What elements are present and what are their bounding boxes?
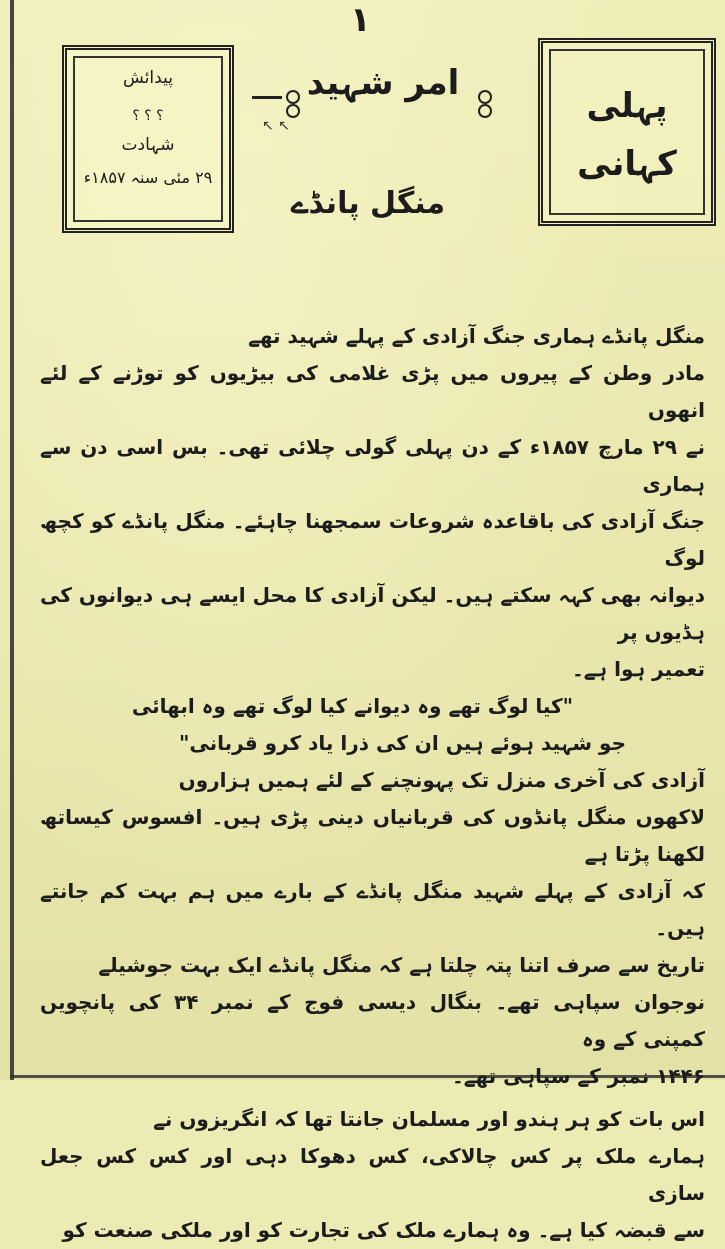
body-line: مادر وطن کے پیروں میں پڑی غلامی کی بیڑیوں کو توڑنے کے لئے انھوں [40, 361, 705, 422]
ink-mark: ↖ ↖ [262, 118, 290, 134]
story-label: کہانی [577, 144, 677, 184]
body-line: اس بات کو ہر ہندو اور مسلمان جانتا تھا کہ انگریزوں نے [153, 1107, 705, 1131]
body-line: نے ۲۹ مارچ ۱۸۵۷ء کے دن پہلی گولی چلائی تھی۔ بس اسی دن سے ہماری [40, 435, 705, 496]
story-number-box [538, 38, 716, 226]
body-line: منگل پانڈے ہماری جنگ آزادی کے پہلے شہید تھے [248, 324, 705, 348]
body-line: آزادی کی آخری منزل تک پہونچنے کے لئے ہمیں ہزاروں [178, 768, 705, 792]
chapter-title: امر شہید [306, 63, 460, 103]
story-ordinal: پہلی [586, 86, 668, 126]
body-line: نوجوان سپاہی تھے۔ بنگال دیسی فوج کے نمبر ۳۴ کی پانچویں کمپنی کے وہ [40, 990, 706, 1051]
body-line: جنگ آزادی کی باقاعدہ شروعات سمجھنا چاہئے۔ منگل پانڈے کو کچھ لوگ [40, 509, 705, 570]
body-line: کہ آزادی کے پہلے شہید منگل پانڈے کے بارے میں ہم بہت کم جانتے ہیں۔ [40, 879, 705, 940]
body-text [40, 318, 705, 1249]
page-number: ۱ [350, 0, 371, 40]
verse-line: جو شہید ہوئے ہیں ان کی ذرا یاد کرو قربانی" [178, 731, 627, 755]
body-line: دیوانہ بھی کہہ سکتے ہیں۔ لیکن آزادی کا محل ایسے ہی دیوانوں کی ہڈیوں پر [40, 583, 705, 644]
martyrdom-label: شہادت [121, 135, 175, 155]
body-line: ۱۴۴۶ نمبر کے سپاہی تھے۔ [452, 1064, 705, 1088]
body-line: لاکھوں منگل پانڈوں کی قربانیاں دینی پڑی ہیں۔ افسوس کیساتھ لکھنا پڑتا ہے [40, 805, 705, 866]
birth-label: پیدائش [123, 68, 173, 88]
body-line: ہمارے ملک پر کس چالاکی، کس دھوکا دہی اور کس کس جعل سازی [40, 1144, 705, 1205]
title-dot-ornament [478, 104, 492, 118]
story-box-inner-frame [549, 49, 705, 215]
dates-box [62, 45, 234, 233]
body-line: تعمیر ہوا ہے۔ [571, 657, 705, 681]
body-line: سے قبضہ کیا ہے۔ وہ ہمارے ملک کی تجارت کو اور ملکی صنعت کو [62, 1218, 705, 1242]
title-dot-ornament [286, 104, 300, 118]
birth-date-unknown: ؟ ؟ ؟ [132, 108, 164, 124]
martyrdom-date: ۲۹ مئی سنہ ۱۸۵۷ء [83, 168, 213, 187]
left-border-rule [10, 0, 14, 1080]
chapter-subtitle: منگل پانڈے [290, 186, 446, 221]
body-line: تاریخ سے صرف اتنا پتہ چلتا ہے کہ منگل پانڈے ایک بہت جوشیلے [98, 953, 705, 977]
verse-line: "کیا لوگ تھے وہ دیوانے کیا لوگ تھے وہ ابھائی [131, 694, 574, 718]
